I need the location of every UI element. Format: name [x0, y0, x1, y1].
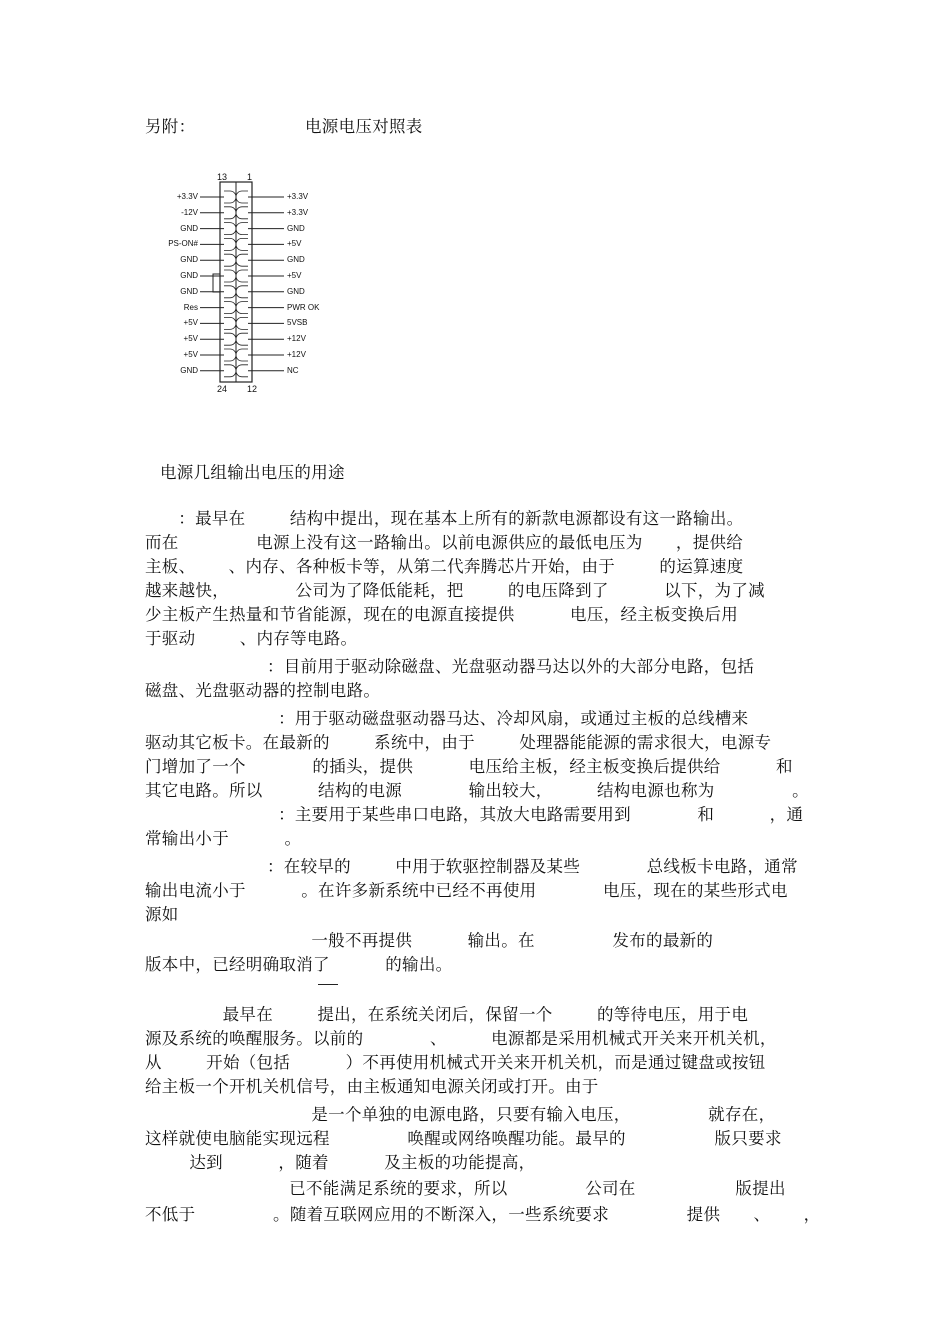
- left-pin-label: GND: [180, 223, 198, 233]
- body-line: 这样就使电脑能实现远程 唤醒或网络唤醒功能。最早的 版只要求: [145, 1129, 782, 1148]
- body-line: ：主要用于某些串口电路，其放大电路需要用到 和 ，通: [145, 805, 804, 824]
- left-pin-label: +5V: [183, 350, 198, 359]
- left-pin-socket: [224, 317, 236, 329]
- body-line: 从 开始（包括 ）不再使用机械式开关来开机关机，而是通过键盘或按钮: [145, 1053, 766, 1072]
- body-line: 达到 ，随着 及主板的功能提高，: [145, 1153, 536, 1172]
- left-pin-socket: [224, 365, 236, 377]
- left-pin-socket: [224, 207, 236, 219]
- right-pin-socket: [236, 349, 248, 361]
- right-pin-label: 5VSB: [287, 318, 308, 328]
- body-line: ：用于驱动磁盘驱动器马达、冷却风扇，或通过主板的总线槽来: [145, 709, 749, 728]
- left-pin-label: Res: [183, 302, 198, 312]
- body-line: 源如: [145, 905, 179, 924]
- right-pin-socket: [236, 286, 248, 298]
- right-pin-socket: [236, 365, 248, 377]
- left-pin-label: GND: [180, 255, 198, 265]
- body-line: ：在较早的 中用于软驱控制器及某些 总线板卡电路，通常: [145, 857, 798, 876]
- top-number-right: 1: [247, 172, 253, 182]
- body-line: 其它电路。所以 结构的电源 输出较大， 结构电源也称为 。: [145, 781, 809, 800]
- body-line: 给主板一个开机关机信号，由主板通知电源关闭或打开。由于: [145, 1077, 599, 1096]
- left-pin-label: +5V: [183, 318, 198, 328]
- left-pin-label: PS-ON#: [168, 239, 198, 249]
- right-pin-socket: [236, 238, 248, 250]
- bottom-number-left: 24: [217, 384, 228, 394]
- left-pin-socket: [224, 349, 236, 361]
- body-line: 版本中，已经明确取消了 的输出。: [145, 955, 453, 974]
- left-pin-socket: [224, 270, 236, 282]
- body-line: 是一个单独的电源电路，只要有输入电压， 就存在，: [145, 1105, 776, 1124]
- body-line: 源及系统的唤醒服务。以前的 、 电源都是采用机械式开关来开机关机，: [145, 1029, 777, 1048]
- right-pin-socket: [236, 191, 248, 203]
- body-line: 一般不再提供 输出。在 发布的最新的: [145, 931, 714, 950]
- right-pin-label: GND: [287, 223, 305, 233]
- right-pin-socket: [236, 207, 248, 219]
- body-line: ：目前用于驱动除磁盘、光盘驱动器马达以外的大部分电路，包括: [145, 657, 755, 676]
- left-pin-label: -12V: [181, 207, 198, 217]
- top-number-left: 13: [217, 172, 228, 182]
- heading-prefix: 另附：: [145, 117, 196, 136]
- body-line: 驱动其它板卡。在最新的 系统中，由于 处理器能能源的需求很大，电源专: [145, 733, 772, 752]
- body-line: 输出电流小于 。在许多新系统中已经不再使用 电压，现在的某些形式电: [145, 881, 788, 900]
- body-line: 越来越快， 公司为了降低能耗，把 的电压降到了 以下，为了减: [145, 581, 765, 600]
- right-pin-label: PWR OK: [287, 302, 320, 312]
- left-pin-socket: [224, 254, 236, 266]
- body-line: 磁盘、光盘驱动器的控制电路。: [145, 681, 381, 700]
- right-pin-socket: [236, 254, 248, 266]
- body-line: 于驱动 、内存等电路。: [145, 629, 358, 648]
- left-pin-label: +3.3V: [176, 192, 198, 201]
- body-line: 而在 电源上没有这一路输出。以前电源供应的最低电压为 ，提供给: [145, 533, 744, 552]
- left-pin-label: +5V: [183, 334, 198, 344]
- page-title: 电源电压对照表: [305, 117, 423, 136]
- body-line: 常输出小于 。: [145, 829, 302, 848]
- right-pin-socket: [236, 223, 248, 235]
- right-pin-socket: [236, 270, 248, 282]
- left-pin-socket: [224, 286, 236, 298]
- left-pin-label: GND: [180, 271, 198, 280]
- left-pin-socket: [224, 302, 236, 314]
- right-pin-socket: [236, 317, 248, 329]
- right-pin-label: +12V: [287, 350, 306, 359]
- right-pin-socket: [236, 333, 248, 345]
- right-pin-label: +3.3V: [287, 207, 309, 217]
- right-pin-label: GND: [287, 286, 305, 296]
- body-line: 最早在 提出，在系统关闭后，保留一个 的等待电压，用于电: [145, 1005, 749, 1024]
- left-pin-socket: [224, 238, 236, 250]
- right-pin-label: +5V: [287, 239, 302, 249]
- left-pin-label: GND: [180, 286, 198, 296]
- left-pin-socket: [224, 333, 236, 345]
- body-line: 不低于 。随着互联网应用的不断深入，一些系统要求 提供 、 ，: [145, 1205, 821, 1224]
- body-line: 门增加了一个 的插头，提供 电压给主板，经主板变换后提供给 和: [145, 757, 793, 776]
- dash-mark: [318, 984, 338, 985]
- right-pin-label: NC: [287, 365, 299, 375]
- left-pin-label: GND: [180, 365, 198, 375]
- body-line: ：最早在 结构中提出，现在基本上所有的新款电源都设有这一路输出。: [145, 509, 744, 528]
- connector-latch: [213, 274, 220, 292]
- right-pin-label: +3.3V: [287, 192, 309, 201]
- right-pin-label: GND: [287, 255, 305, 265]
- right-pin-label: +5V: [287, 271, 302, 280]
- left-pin-socket: [224, 191, 236, 203]
- right-pin-label: +12V: [287, 334, 306, 344]
- bottom-number-right: 12: [247, 384, 258, 394]
- left-pin-socket: [224, 223, 236, 235]
- body-line: 已不能满足系统的要求，所以 公司在 版提出: [145, 1179, 786, 1198]
- body-line: 少主板产生热量和节省能源，现在的电源直接提供 电压，经主板变换后用: [145, 605, 739, 624]
- body-line: 主板、 、内存、各种板卡等，从第二代奔腾芯片开始，由于 的运算速度: [145, 557, 744, 576]
- section-title: 电源几组输出电压的用途: [160, 463, 345, 482]
- right-pin-socket: [236, 302, 248, 314]
- atx-connector-diagram: [150, 170, 350, 400]
